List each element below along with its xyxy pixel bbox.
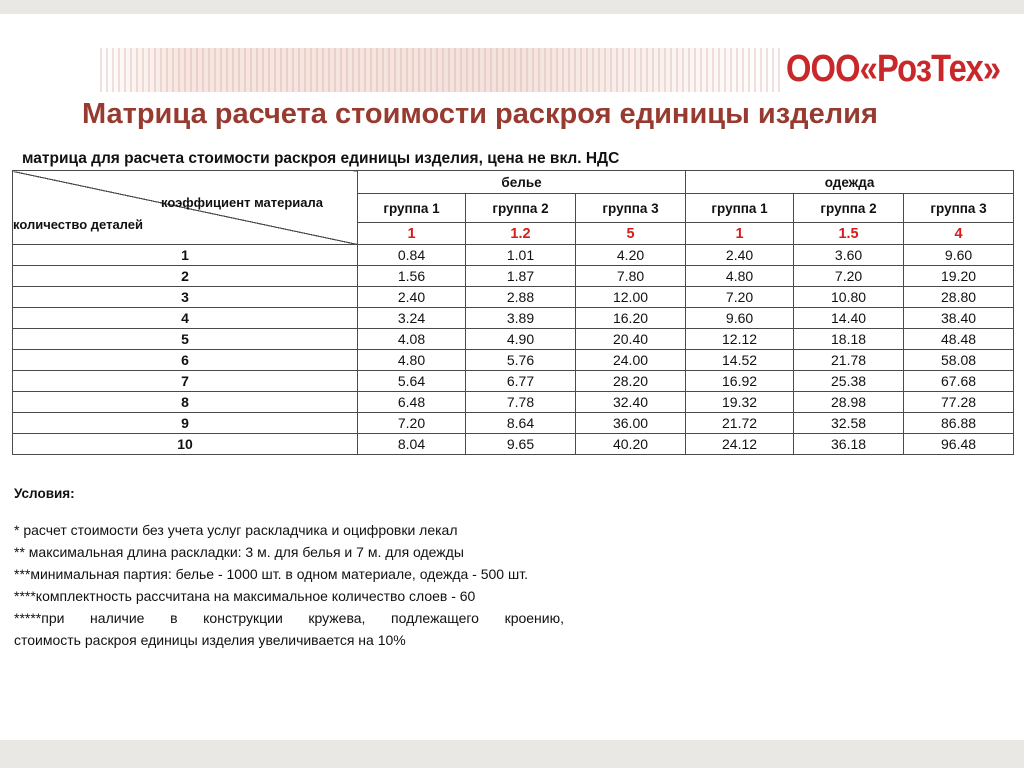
price-cell: 7.20: [686, 287, 794, 308]
conditions-title: Условия:: [14, 486, 75, 501]
subgroup-header: группа 1: [686, 194, 794, 223]
parts-count-cell: 5: [13, 329, 358, 350]
price-cell: 36.00: [576, 413, 686, 434]
price-cell: 21.78: [794, 350, 904, 371]
price-matrix-table: [12, 170, 1014, 455]
price-cell: 5.64: [358, 371, 466, 392]
decorative-banner: [100, 48, 780, 92]
conditions-section: [14, 486, 564, 651]
price-cell: 10.80: [794, 287, 904, 308]
price-cell: 4.80: [686, 266, 794, 287]
price-cell: 2.88: [466, 287, 576, 308]
price-cell: 96.48: [904, 434, 1014, 455]
parts-count-cell: 6: [13, 350, 358, 371]
price-cell: 6.48: [358, 392, 466, 413]
condition-note: * расчет стоимости без учета услуг раскладчика и оцифровки лекал: [14, 522, 458, 538]
coefficient-cell: 1.5: [794, 223, 904, 245]
table-corner-header: [13, 171, 358, 245]
price-cell: 16.20: [576, 308, 686, 329]
parts-count-cell: 10: [13, 434, 358, 455]
price-cell: 9.60: [904, 245, 1014, 266]
coefficient-cell: 1: [358, 223, 466, 245]
price-cell: 28.98: [794, 392, 904, 413]
price-cell: 58.08: [904, 350, 1014, 371]
price-cell: 7.80: [576, 266, 686, 287]
price-cell: 32.58: [794, 413, 904, 434]
price-cell: 9.60: [686, 308, 794, 329]
table-row: [13, 413, 1014, 434]
price-cell: 28.20: [576, 371, 686, 392]
price-cell: 86.88: [904, 413, 1014, 434]
price-cell: 40.20: [576, 434, 686, 455]
price-cell: 4.90: [466, 329, 576, 350]
price-cell: 67.68: [904, 371, 1014, 392]
price-cell: 4.80: [358, 350, 466, 371]
price-cell: 18.18: [794, 329, 904, 350]
parts-count-cell: 4: [13, 308, 358, 329]
price-cell: 24.12: [686, 434, 794, 455]
price-cell: 7.20: [358, 413, 466, 434]
price-cell: 19.32: [686, 392, 794, 413]
price-cell: 24.00: [576, 350, 686, 371]
price-cell: 3.60: [794, 245, 904, 266]
subgroup-header: группа 2: [466, 194, 576, 223]
parts-count-cell: 8: [13, 392, 358, 413]
price-cell: 77.28: [904, 392, 1014, 413]
price-cell: 2.40: [686, 245, 794, 266]
price-cell: 48.48: [904, 329, 1014, 350]
price-cell: 1.01: [466, 245, 576, 266]
table-row: [13, 371, 1014, 392]
price-cell: 9.65: [466, 434, 576, 455]
price-cell: 3.24: [358, 308, 466, 329]
price-cell: 21.72: [686, 413, 794, 434]
parts-count-cell: 9: [13, 413, 358, 434]
price-cell: 20.40: [576, 329, 686, 350]
price-cell: 8.64: [466, 413, 576, 434]
subgroup-header: группа 3: [904, 194, 1014, 223]
subgroup-header: группа 3: [576, 194, 686, 223]
price-cell: 8.04: [358, 434, 466, 455]
condition-note: *****при наличие в конструкции кружева, подлежащего кроению,: [14, 610, 564, 626]
corner-parts-count-label: количество деталей: [13, 217, 143, 232]
price-cell: 3.89: [466, 308, 576, 329]
price-cell: 7.20: [794, 266, 904, 287]
table-row: [13, 434, 1014, 455]
table-row: [13, 329, 1014, 350]
price-cell: 4.08: [358, 329, 466, 350]
price-cell: 38.40: [904, 308, 1014, 329]
parts-count-cell: 1: [13, 245, 358, 266]
price-cell: 12.12: [686, 329, 794, 350]
condition-note: ***минимальная партия: белье - 1000 шт. в одном материале, одежда - 500 шт.: [14, 566, 528, 582]
price-cell: 6.77: [466, 371, 576, 392]
price-cell: 5.76: [466, 350, 576, 371]
price-cell: 19.20: [904, 266, 1014, 287]
coefficient-cell: 4: [904, 223, 1014, 245]
table-row: [13, 287, 1014, 308]
price-cell: 28.80: [904, 287, 1014, 308]
coefficient-cell: 5: [576, 223, 686, 245]
subgroup-header: группа 1: [358, 194, 466, 223]
coefficient-cell: 1.2: [466, 223, 576, 245]
group-header-linen: белье: [358, 171, 686, 194]
table-row: [13, 245, 1014, 266]
subgroup-header: группа 2: [794, 194, 904, 223]
corner-coefficient-label: коэффициент материала: [161, 195, 323, 210]
condition-note: ****комплектность рассчитана на максимальное количество слоев - 60: [14, 588, 476, 604]
price-cell: 16.92: [686, 371, 794, 392]
parts-count-cell: 7: [13, 371, 358, 392]
price-cell: 0.84: [358, 245, 466, 266]
page-title: Матрица расчета стоимости раскроя единицы изделия: [82, 98, 878, 130]
price-cell: 32.40: [576, 392, 686, 413]
table-row: [13, 308, 1014, 329]
parts-count-cell: 2: [13, 266, 358, 287]
condition-note: ** максимальная длина раскладки: 3 м. для белья и 7 м. для одежды: [14, 544, 464, 560]
price-cell: 12.00: [576, 287, 686, 308]
company-logo: ООО«РозТех»: [786, 48, 1001, 90]
price-cell: 36.18: [794, 434, 904, 455]
table-caption: матрица для расчета стоимости раскроя единицы изделия, цена не вкл. НДС: [22, 150, 620, 167]
table-row: [13, 350, 1014, 371]
condition-note: стоимость раскроя единицы изделия увеличивается на 10%: [14, 632, 406, 648]
price-cell: 1.87: [466, 266, 576, 287]
price-cell: 14.40: [794, 308, 904, 329]
price-cell: 14.52: [686, 350, 794, 371]
group-header-clothing: одежда: [686, 171, 1014, 194]
price-cell: 4.20: [576, 245, 686, 266]
price-cell: 1.56: [358, 266, 466, 287]
parts-count-cell: 3: [13, 287, 358, 308]
price-cell: 7.78: [466, 392, 576, 413]
table-row: [13, 392, 1014, 413]
table-row: [13, 266, 1014, 287]
price-cell: 25.38: [794, 371, 904, 392]
price-cell: 2.40: [358, 287, 466, 308]
coefficient-cell: 1: [686, 223, 794, 245]
